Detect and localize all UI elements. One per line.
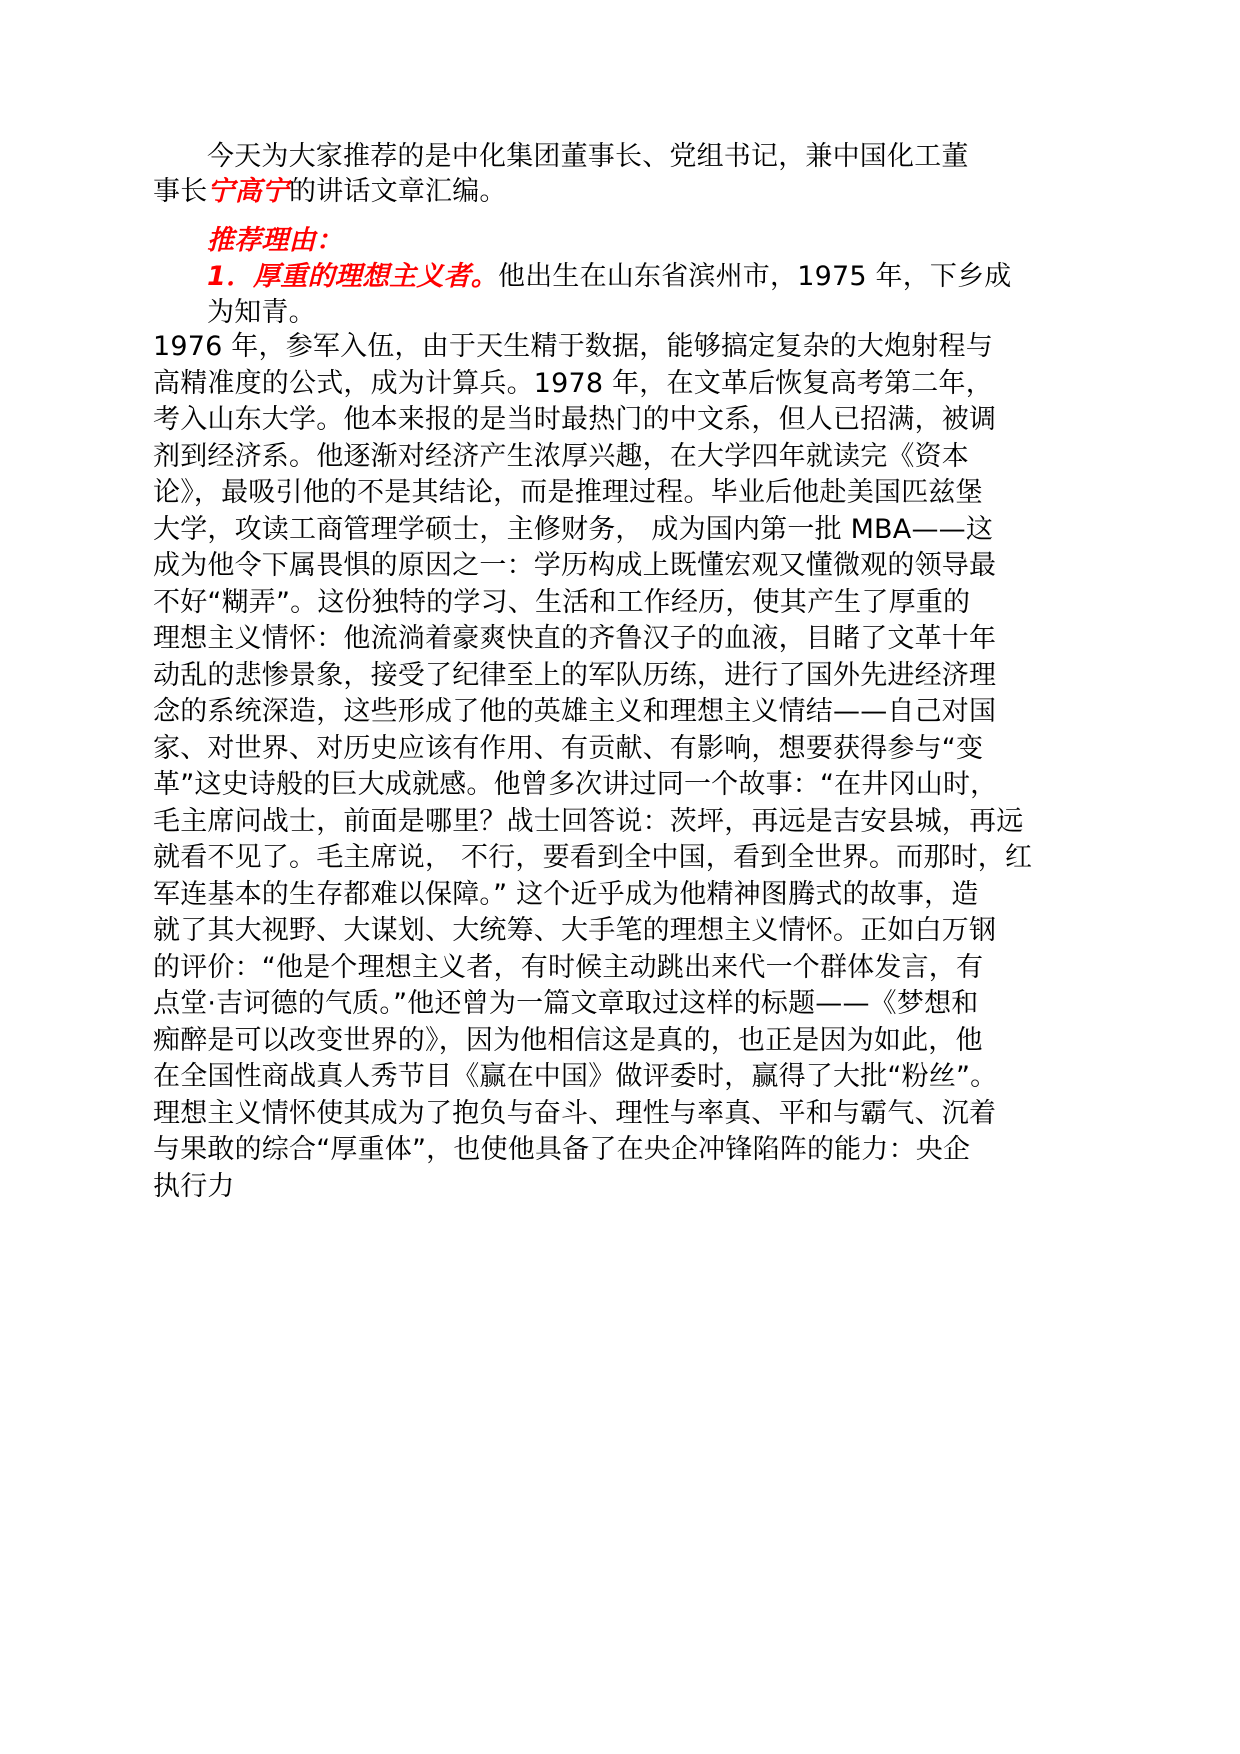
intro-line-1 — [207, 138, 969, 176]
body-line: 痴醉是可以改变世界的》，因为他相信这是真的，也正是因为如此，他 — [153, 1025, 983, 1056]
body-line: 理想主义情怀使其成为了抱负与奋斗、理性与率真、平和与霸气、沉着 — [153, 1098, 997, 1129]
intro-line-2-suffix: 的讲话文章汇编。 — [289, 176, 507, 207]
highlighted-name: 宁高宁 — [207, 176, 290, 207]
body-line: 1976 年，参军入伍，由于天生精于数据，能够搞定复杂的大炮射程与 — [153, 331, 993, 362]
point-1-line-2: 为知青。 — [207, 297, 316, 328]
body-line: 论》，最吸引他的不是其结论，而是推理过程。毕业后他赴美国匹兹堡 — [153, 477, 983, 508]
body-line: 成为他令下属畏惧的原因之一：学历构成上既懂宏观又懂微观的领导最 — [153, 550, 997, 581]
body-line: 就了其大视野、大谋划、大统筹、大手笔的理想主义情怀。正如白万钢 — [153, 915, 997, 946]
body-line: 剂到经济系。他逐渐对经济产生浓厚兴趣，在大学四年就读完《资本 — [153, 441, 969, 472]
body-line: 就看不见了。毛主席说， 不行，要看到全中国，看到全世界。而那时，红 — [153, 842, 1033, 873]
intro-line-2-prefix: 事长 — [153, 176, 208, 207]
body-line: 执行力 — [153, 1171, 235, 1202]
body-line: 在全国性商战真人秀节目《赢在中国》做评委时，赢得了大批“粉丝”。 — [153, 1061, 998, 1092]
body-line: 动乱的悲惨景象，接受了纪律至上的军队历练，进行了国外先进经济理 — [153, 660, 997, 691]
intro-line-2 — [153, 173, 507, 211]
body-line: 家、对世界、对历史应该有作用、有贡献、有影响，想要获得参与“变 — [153, 733, 984, 764]
body-line: 革”这史诗般的巨大成就感。他曾多次讲过同一个故事：“在井冈山时， — [153, 769, 998, 800]
body-line: 军连基本的生存都难以保障。” 这个近乎成为他精神图腾式的故事，造 — [153, 879, 979, 910]
intro-line-1-text: 今天为大家推荐的是中化集团董事长、党组书记，兼中国化工董 — [207, 141, 969, 172]
body-line: 点堂·吉诃德的气质。”他还曾为一篇文章取过这样的标题——《梦想和 — [153, 988, 979, 1019]
point-1-label: 1．厚重的理想主义者。 — [207, 261, 498, 292]
body-line: 与果敢的综合“厚重体”，也使他具备了在央企冲锋陷阵的能力：央企 — [153, 1134, 971, 1165]
reason-heading: 推荐理由： — [207, 225, 343, 256]
body-line: 高精准度的公式，成为计算兵。1978 年，在文革后恢复高考第二年， — [153, 368, 993, 399]
body-line: 考入山东大学。他本来报的是当时最热门的中文系，但人已招满，被调 — [153, 404, 997, 435]
body-line: 的评价：“他是个理想主义者，有时候主动跳出来代一个群体发言，有 — [153, 952, 984, 983]
body-line: 毛主席问战士，前面是哪里？战士回答说：茨坪，再远是吉安县城，再远 — [153, 806, 1024, 837]
body-line: 念的系统深造，这些形成了他的英雄主义和理想主义情结——自己对国 — [153, 696, 997, 727]
body-line: 理想主义情怀：他流淌着豪爽快直的齐鲁汉子的血液，目睹了文革十年 — [153, 623, 997, 654]
point-1-line-1 — [207, 258, 1012, 296]
body-line: 不好“糊弄”。这份独特的学习、生活和工作经历，使其产生了厚重的 — [153, 587, 971, 618]
body-line: 大学，攻读工商管理学硕士，主修财务， 成为国内第一批 MBA——这 — [153, 514, 994, 545]
point-1-line-1-rest: 他出生在山东省滨州市，1975 年，下乡成 — [498, 261, 1012, 292]
